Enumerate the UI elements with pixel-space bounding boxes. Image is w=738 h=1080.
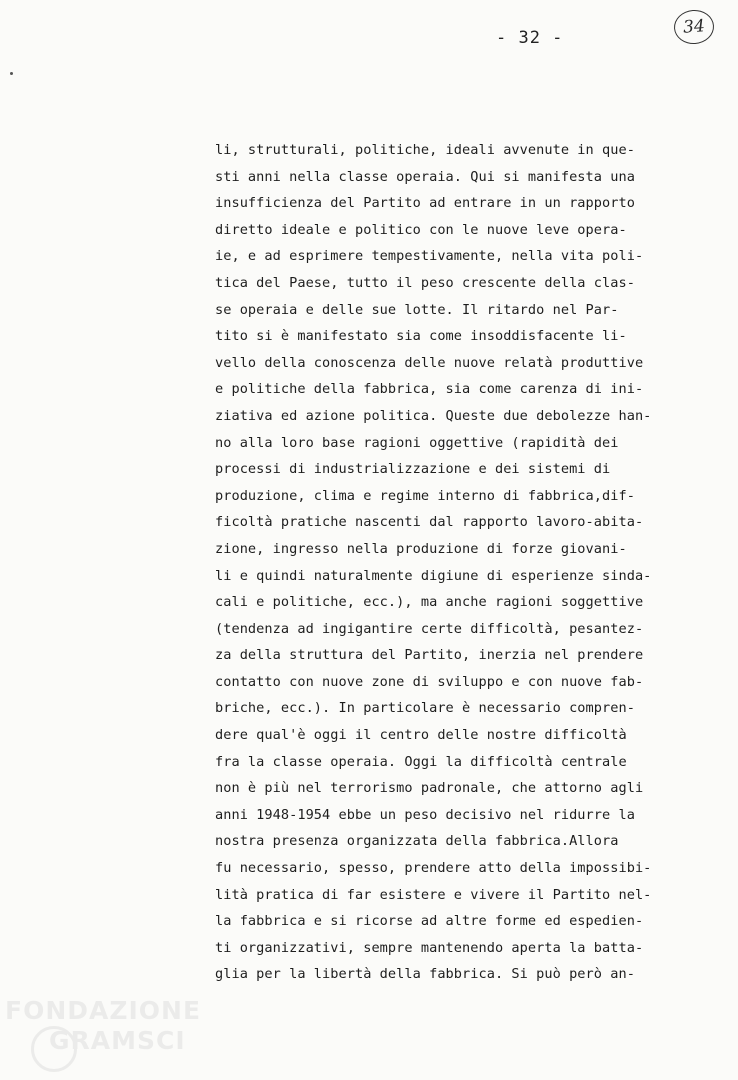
watermark-line-2: GRAMSCI [49,1026,186,1055]
text-line: processi di industrializzazione e dei sistemi di [215,461,611,478]
paper-speck [10,72,13,75]
text-line: non è più nel terrorismo padronale, che attorno agli [215,780,644,797]
text-line: li e quindi naturalmente digiune di esperienze sinda- [215,567,652,584]
text-line: produzione, clima e regime interno di fabbrica,dif- [215,487,635,504]
archive-page-number-circled: 34 [673,9,715,46]
text-line: li, strutturali, politiche, ideali avvenute in que- [215,142,635,158]
text-line: dere qual'è oggi il centro delle nostre difficoltà [215,727,627,744]
text-line: ti organizzativi, sempre mantenendo aperta la batta- [215,939,644,956]
text-line: ie, e ad esprimere tempestivamente, nella vita poli- [215,248,644,265]
text-line: ficoltà pratiche nascenti dal rapporto lavoro-abita- [215,514,644,531]
text-line: anni 1948-1954 ebbe un peso decisivo nel ridurre la [215,806,635,823]
page-number: - 32 - [496,28,564,48]
text-line: sti anni nella classe operaia. Qui si manifesta una [215,168,635,185]
text-line: nostra presenza organizzata della fabbrica.Allora [215,833,619,850]
text-line: la fabbrica e si ricorse ad altre forme ed espedien- [215,913,644,930]
text-line: cali e politiche, ecc.), ma anche ragioni soggettive [215,594,644,611]
text-line: tica del Paese, tutto il peso crescente della clas- [215,274,635,291]
text-line: tito si è manifestato sia come insoddisfacente li- [215,328,627,345]
text-line: contatto con nuove zone di sviluppo e con nuove fab- [215,673,644,690]
text-line: zione, ingresso nella produzione di forze giovani- [215,540,627,557]
text-line: za della struttura del Partito, inerzia nel prendere [215,647,644,664]
text-line: diretto ideale e politico con le nuove leve opera- [215,221,627,238]
text-line: no alla loro base ragioni oggettive (rapidità dei [215,434,619,451]
text-line: vello della conoscenza delle nuove relatà produttive [215,354,644,371]
text-line: e politiche della fabbrica, sia come carenza di ini- [215,381,644,398]
text-line: (tendenza ad ingigantire certe difficoltà, pesantez- [215,620,644,637]
text-line: lità pratica di far esistere e vivere il Partito nel- [215,886,652,903]
watermark-logo-icon [31,1026,77,1072]
fondazione-gramsci-watermark [5,996,202,1076]
text-line: ziativa ed azione politica. Queste due debolezze han- [215,407,652,424]
typewritten-body [215,137,695,988]
text-line: fra la classe operaia. Oggi la difficoltà centrale [215,753,627,770]
text-line: glia per la libertà della fabbrica. Si può però an- [215,966,635,983]
text-line: fu necessario, spesso, prendere atto della impossibi- [215,860,652,877]
text-line: briche, ecc.). In particolare è necessario compren- [215,700,635,717]
text-line: se operaia e delle sue lotte. Il ritardo nel Par- [215,301,619,318]
watermark-line-1: FONDAZIONE [5,996,202,1025]
text-line: insufficienza del Partito ad entrare in un rapporto [215,195,635,212]
